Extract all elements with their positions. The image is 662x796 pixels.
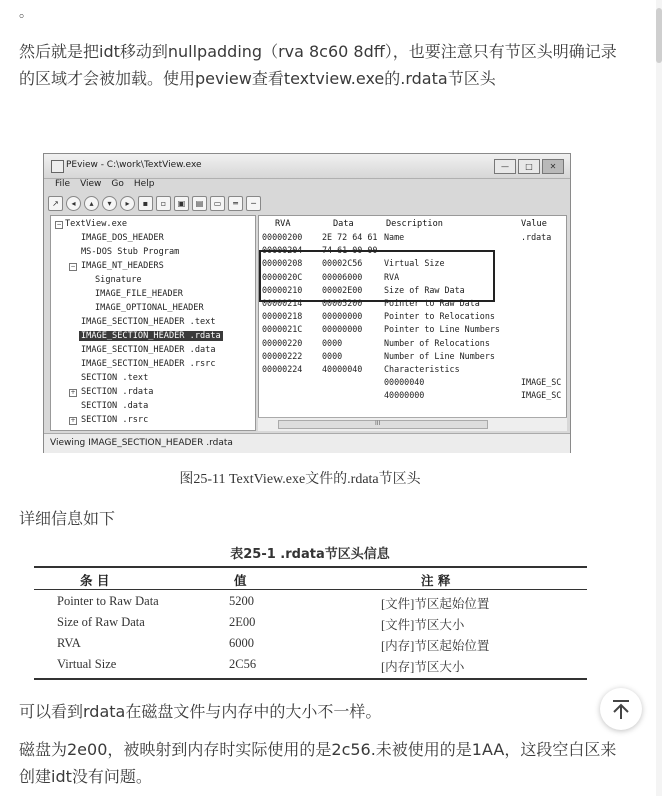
tree-node[interactable]: IMAGE_NT_HEADERS [81,261,164,271]
row-desc: Pointer to Relocations [384,311,495,322]
maximize-button[interactable]: □ [518,159,540,174]
view-wide-icon[interactable]: ─ [246,196,261,211]
row-rva: 00000208 [262,258,303,269]
view-word-icon[interactable]: ▫ [156,196,171,211]
status-bar [44,433,570,453]
down-icon[interactable]: ▾ [102,196,117,211]
row-rva: 00000204 [262,245,303,256]
back-to-top-button[interactable] [600,688,642,730]
row-desc: 00000040 [384,377,425,388]
row-data: 00002E00 [322,284,363,295]
menu-file[interactable]: File [55,179,71,189]
conclusion-paragraph: 磁盘为2e00，被映射到内存时实际使用的是2c56.未被使用的是1AA，这段空白区来创建idt没有问题。 [19,740,617,786]
table-cell-item: Virtual Size [57,657,117,671]
row-data: 00000000 [322,324,363,335]
status-text: Viewing IMAGE_SECTION_HEADER .rdata [50,438,233,448]
row-data: 00002C56 [322,258,363,269]
table-title: 表25-1 .rdata节区头信息 [230,547,390,562]
row-rva: 00000200 [262,232,303,242]
close-button[interactable]: ✕ [542,159,564,174]
collapse-icon[interactable]: − [56,221,62,228]
table-cell-value: 5200 [229,594,254,608]
row-data: 00005200 [322,298,363,308]
tree-node[interactable]: SECTION .rsrc [81,415,149,425]
row-desc: Number of Line Numbers [384,350,495,361]
intro-paragraph: 然后就是把idt移动到nullpadding（rva 8c60 8dff），也要注意只有节区头明确记录的区域才会被加载。使用peview查看textview.exe的.rdata节区头 [19,42,617,88]
table-cell-value: 6000 [229,636,254,650]
row-rva: 00000214 [262,298,303,308]
details-intro: 详细信息如下 [19,509,116,528]
row-desc: Name [384,232,405,242]
minimize-button[interactable]: — [494,159,516,174]
menu-help[interactable]: Help [133,179,155,189]
page-scrollbar[interactable] [656,0,662,796]
view-byte-icon[interactable]: ▪ [138,196,153,211]
column-header-rva[interactable]: RVA [275,219,291,229]
table-cell-note: [文件]节区大小 [381,618,465,632]
tree-node[interactable]: SECTION .data [81,401,149,411]
tree-node[interactable]: SECTION .rdata [81,387,154,397]
row-desc: Characteristics [384,364,460,374]
toolbar [48,196,261,211]
row-data: 0000 [322,337,343,348]
row-rva: 00000222 [262,350,303,361]
view-list-icon[interactable]: ═ [228,196,243,211]
table-cell-note: [内存]节区起始位置 [381,639,490,653]
column-header-data[interactable]: Data [333,219,354,229]
table-bottom-rule [34,678,587,680]
row-desc: Number of Relocations [384,337,490,348]
expand-icon[interactable]: + [70,417,76,424]
table-header-item: 条 目 [80,573,110,588]
tree-pane [50,215,256,431]
page-scroll-thumb[interactable] [656,8,662,63]
tree-node[interactable]: MS-DOS Stub Program [81,247,180,257]
row-desc: Pointer to Raw Data [384,298,480,308]
column-header-description[interactable]: Description [386,219,443,229]
app-icon [51,160,64,173]
highlight-box [259,250,495,302]
row-value: IMAGE_SC [521,377,562,388]
forward-icon[interactable]: ▸ [120,196,135,211]
table-cell-value: 2C56 [229,657,257,671]
figure-caption: 图25-11 TextView.exe文件的.rdata节区头 [179,472,421,487]
size-difference-paragraph: 可以看到rdata在磁盘文件与内存中的大小不一样。 [19,702,382,721]
tree-node[interactable]: IMAGE_SECTION_HEADER .rsrc [81,359,216,369]
horizontal-scrollbar[interactable] [258,417,567,431]
row-rva: 00000210 [262,284,303,295]
peview-screenshot [43,153,571,453]
scroll-grip: III [375,420,381,427]
row-value: .rdata [521,232,552,242]
menu-go[interactable]: Go [111,179,124,189]
tree-node[interactable]: IMAGE_SECTION_HEADER .text [81,317,216,327]
tree-node[interactable]: IMAGE_OPTIONAL_HEADER [95,303,204,313]
tree-node-selected[interactable]: IMAGE_SECTION_HEADER .rdata [81,331,221,341]
arrow-up-icon [600,688,642,730]
expand-icon[interactable]: + [70,389,76,396]
table-cell-item: Pointer to Raw Data [57,594,159,608]
row-rva: 00000218 [262,311,303,322]
row-rva: 0000021C [262,324,303,335]
window-title: PEview - C:\work\TextView.exe [66,160,202,170]
table-top-rule [34,566,587,568]
detail-pane [258,215,567,431]
open-file-icon[interactable]: ↗ [48,196,63,211]
table-cell-note: [内存]节区大小 [381,660,465,674]
column-header-value[interactable]: Value [521,219,547,229]
row-rva: 00000220 [262,337,303,348]
table-header-note: 注 释 [421,573,451,588]
tree-node[interactable]: Signature [95,275,142,285]
view-dword-icon[interactable]: ▣ [174,196,189,211]
row-desc: Size of Raw Data [384,284,465,295]
row-data: 00000000 [322,311,363,322]
view-detail-icon[interactable]: ▤ [192,196,207,211]
row-desc: Virtual Size [384,258,445,269]
menu-bar [44,179,154,193]
table-cell-value: 2E00 [229,615,256,629]
menu-view[interactable]: View [80,179,102,189]
table-header-rule [34,589,587,590]
row-rva: 00000224 [262,364,303,374]
row-data: 0000 [322,350,343,361]
leading-punctuation: 。 [19,5,33,21]
scroll-thumb[interactable] [278,420,488,429]
back-icon[interactable]: ◂ [66,196,81,211]
tree-node[interactable]: IMAGE_FILE_HEADER [95,289,183,299]
row-data: 74 61 00 00 [322,245,378,256]
row-data: 2E 72 64 61 [322,232,378,242]
row-value: IMAGE_SC [521,390,562,401]
row-data: 40000040 [322,364,363,374]
table-cell-item: RVA [57,636,81,650]
up-icon[interactable]: ▴ [84,196,99,211]
view-hex-icon[interactable]: ▭ [210,196,225,211]
row-rva: 0000020C [262,271,303,282]
row-desc: 40000000 [384,390,425,401]
tree-node[interactable]: IMAGE_DOS_HEADER [81,233,164,243]
tree-node-root[interactable]: TextView.exe [65,219,128,229]
row-desc: RVA [384,271,400,282]
row-data: 00006000 [322,271,363,282]
window-titlebar [44,154,570,179]
tree-node[interactable]: IMAGE_SECTION_HEADER .data [81,345,216,355]
table-cell-note: [文件]节区起始位置 [381,597,490,611]
row-desc: Pointer to Line Numbers [384,324,500,335]
table-cell-item: Size of Raw Data [57,615,145,629]
table-header-value: 值 [234,573,247,588]
tree-node[interactable]: SECTION .text [81,373,149,383]
collapse-icon[interactable]: − [70,263,76,270]
